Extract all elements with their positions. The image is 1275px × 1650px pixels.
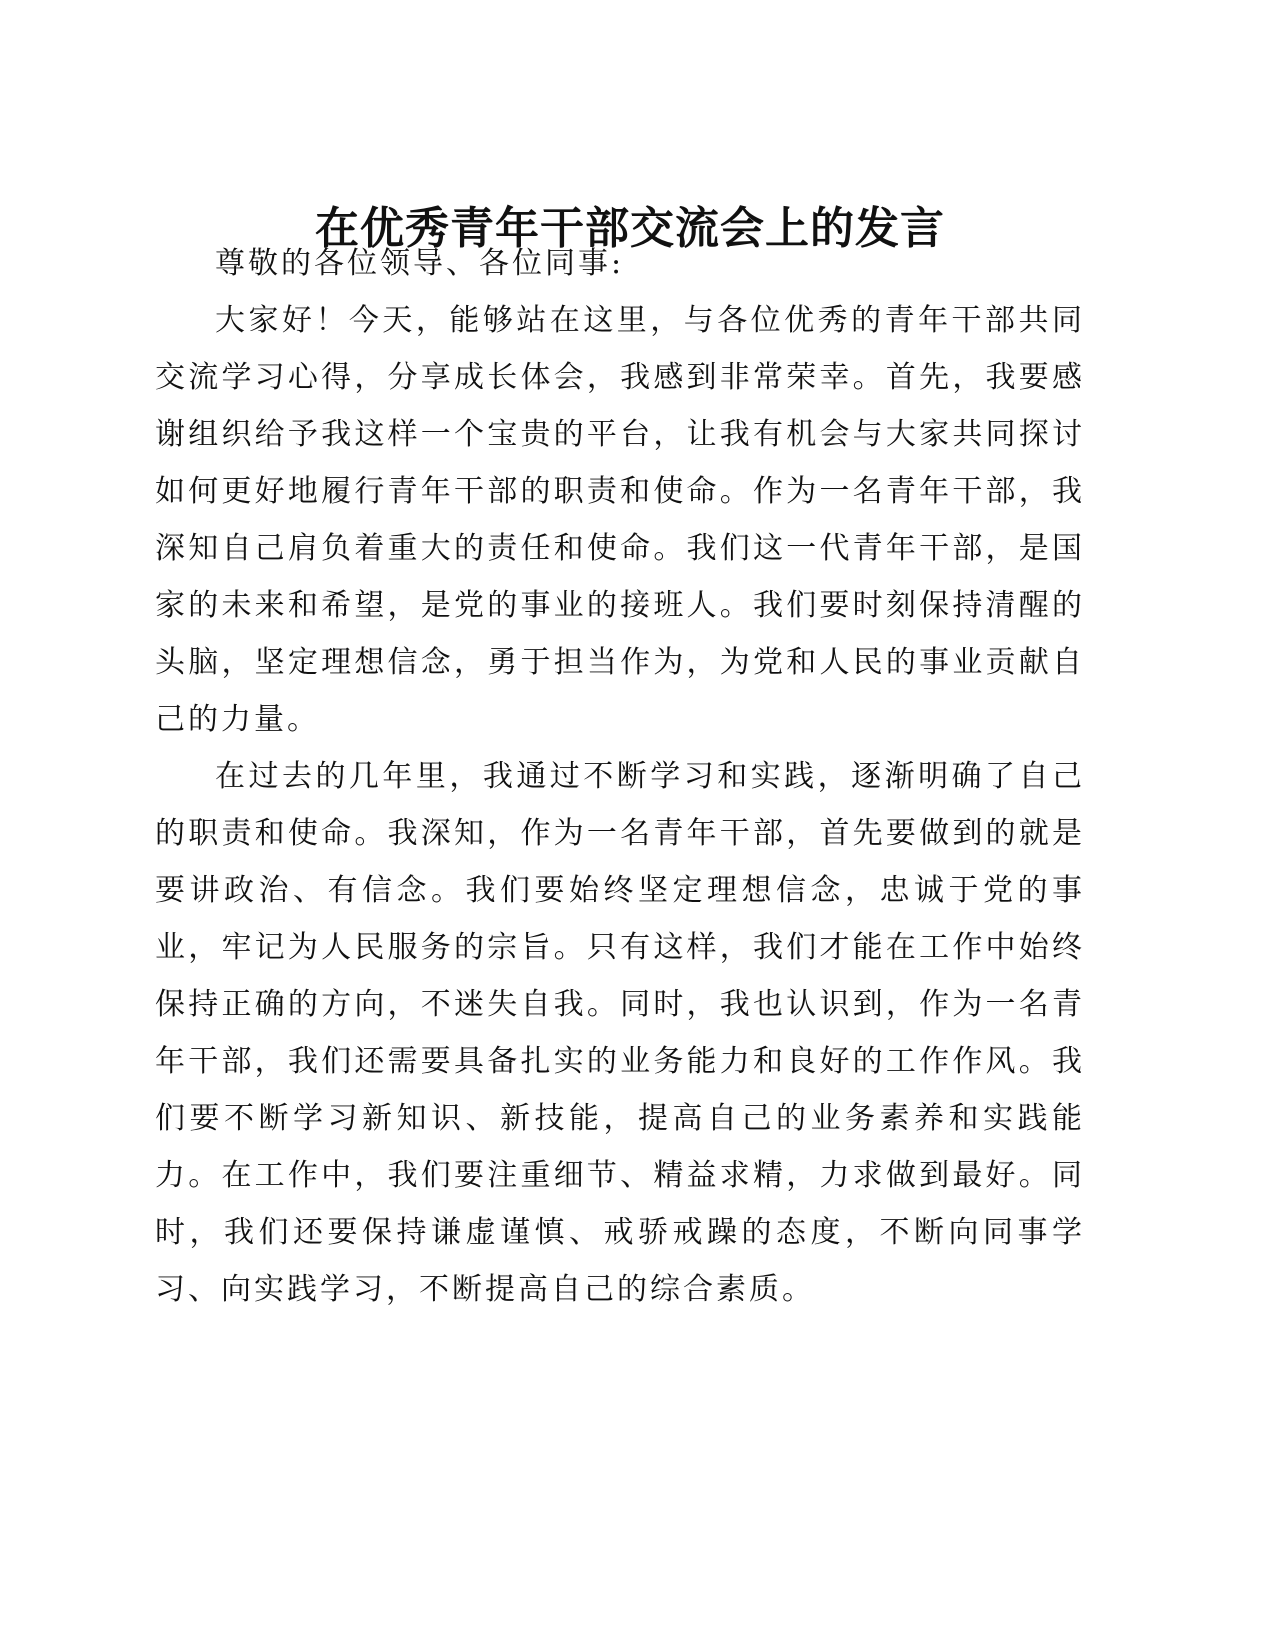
document-body [155, 235, 1085, 1318]
body-paragraph: 大家好！今天，能够站在这里，与各位优秀的青年干部共同交流学习心得，分享成长体会，我感到非常荣幸。首先，我要感谢组织给予我这样一个宝贵的平台，让我有机会与大家共同探讨如何更好地履行青年干部的职责和使命。作为一名青年干部，我深知自己肩负着重大的责任和使命。我们这一代青年干部，是国家的未来和希望，是党的事业的接班人。我们要时刻保持清醒的头脑，坚定理想信念，勇于担当作为，为党和人民的事业贡献自己的力量。 [155, 303, 1085, 737]
body-paragraph: 在过去的几年里，我通过不断学习和实践，逐渐明确了自己的职责和使命。我深知，作为一名青年干部，首先要做到的就是要讲政治、有信念。我们要始终坚定理想信念，忠诚于党的事业，牢记为人民服务的宗旨。只有这样，我们才能在工作中始终保持正确的方向，不迷失自我。同时，我也认识到，作为一名青年干部，我们还需要具备扎实的业务能力和良好的工作作风。我们要不断学习新知识、新技能，提高自己的业务素养和实践能力。在工作中，我们要注重细节、精益求精，力求做到最好。同时，我们还要保持谦虚谨慎、戒骄戒躁的态度，不断向同事学习、向实践学习，不断提高自己的综合素质。 [155, 759, 1085, 1307]
salutation-paragraph: 尊敬的各位领导、各位同事: [215, 246, 625, 281]
page-title: 在优秀青年干部交流会上的发言 [315, 203, 945, 255]
